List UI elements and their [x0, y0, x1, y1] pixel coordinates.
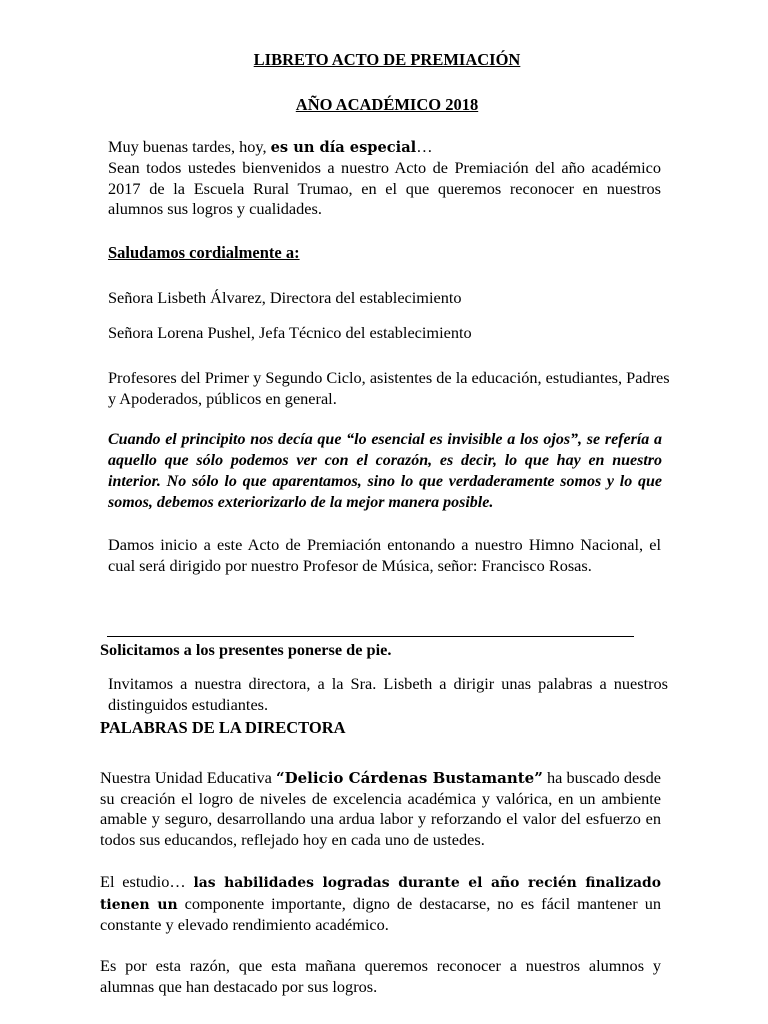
saludo-directora: Señora Lisbeth Álvarez, Directora del establecimiento: [108, 288, 462, 307]
unidad-rest: ha buscado desde su creación el logro de niveles de excelencia académica y valórica, en un ambiente amable y seguro, desarrollando una ardua labor y reforzando el valor del esfuerzo en todos sus educandos, reflejado hoy en cada uno de ustedes.: [100, 768, 661, 849]
saludo-profesores: Profesores del Primer y Segundo Ciclo, asistentes de la educación, estudiantes, Padres y Apoderados, públicos en general.: [108, 368, 670, 408]
estudio-rest: componente importante, digno de destacarse, no es fácil mantener un constante y elevado rendimiento académico.: [100, 893, 661, 934]
saludo-jefa-tecnico: Señora Lorena Pushel, Jefa Técnico del establecimiento: [108, 323, 472, 342]
intro-welcome: Sean todos ustedes bienvenidos a nuestro Acto de Premiación del año académico 2017 de la Escuela Rural Trumao, en el que queremos reconocer en nuestros alumnos sus logros y cualidades.: [108, 158, 661, 218]
document-subtitle: AÑO ACADÉMICO 2018: [295, 95, 479, 114]
palabras-heading: PALABRAS DE LA DIRECTORA: [100, 718, 346, 737]
invite-paragraph: Invitamos a nuestra directora, a la Sra. Lisbeth a dirigir unas palabras a nuestros distinguidos estudiantes.: [108, 674, 668, 714]
greeting-start: Muy buenas tardes, hoy,: [108, 137, 267, 156]
school-name: “Delicio Cárdenas Bustamante”: [275, 769, 543, 787]
stand-instruction: Solicitamos a los presentes ponerse de pie.: [100, 640, 392, 659]
document-title: LIBRETO ACTO DE PREMIACIÓN: [253, 50, 521, 69]
unidad-start: Nuestra Unidad Educativa: [100, 768, 272, 787]
razon-paragraph: Es por esta razón, que esta mañana queremos reconocer a nuestros alumnos y alumnas que han destacado por sus logros.: [100, 956, 661, 996]
estudio-start: El estudio…: [100, 872, 186, 891]
horizontal-rule: [107, 636, 634, 637]
estudio-emphasis: las habilidades logradas durante el año recién finalizado tienen un: [100, 875, 661, 913]
greeting-emphasis: es un día especial: [270, 139, 417, 156]
himno-paragraph: Damos inicio a este Acto de Premiación entonando a nuestro Himno Nacional, el cual será dirigido por nuestro Profesor de Música, señor: Francisco Rosas.: [108, 535, 661, 575]
quote-principito: Cuando el principito nos decía que “lo esencial es invisible a los ojos”, se refería a aquello que sólo podemos ver con el corazón, es decir, lo que hay en nuestro interior. No sólo lo que aparentamos, sino lo que verdaderamente somos y lo que somos, debemos exteriorizarlo de la mejor manera posible.: [108, 431, 662, 511]
unidad-paragraph: [100, 768, 661, 850]
saludos-heading: Saludamos cordialmente a:: [108, 243, 300, 262]
greeting-end: …: [416, 137, 433, 156]
intro-greeting: [108, 137, 668, 159]
estudio-paragraph: [100, 872, 661, 936]
